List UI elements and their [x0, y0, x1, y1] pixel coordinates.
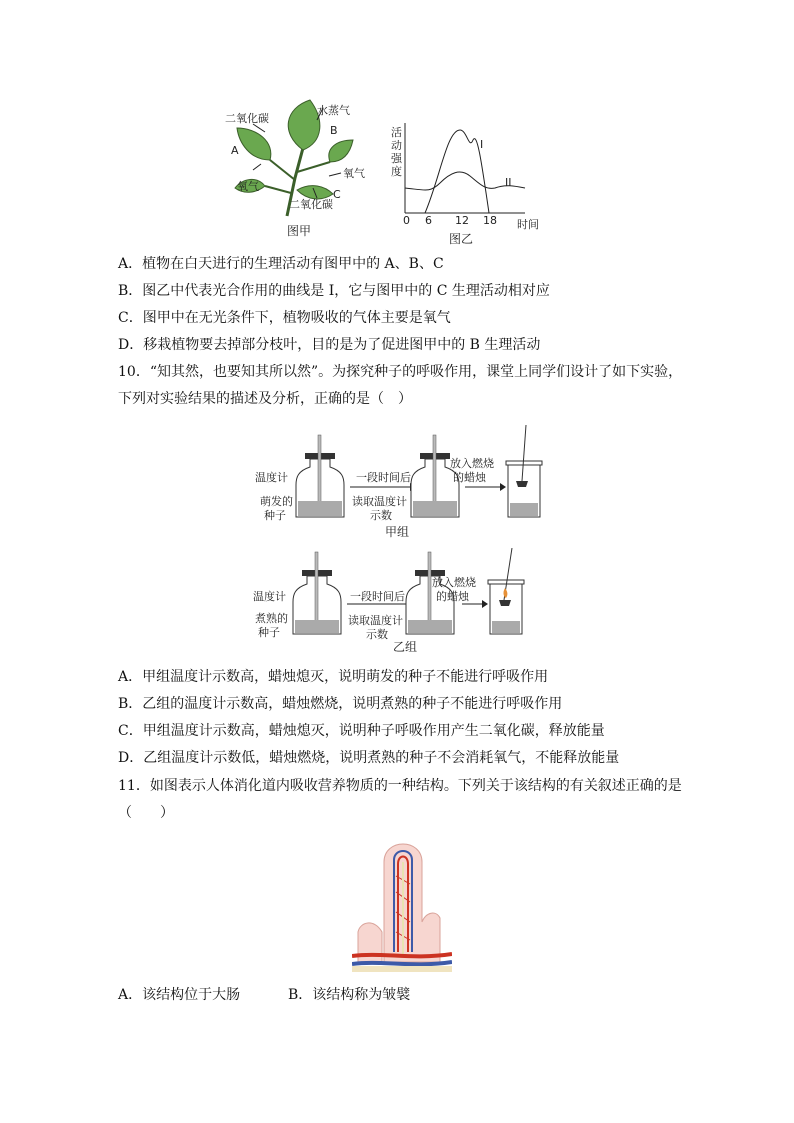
label-water-vapor: 水蒸气 — [317, 104, 350, 117]
curve-label-i: I — [480, 138, 484, 151]
jia-thermometer-label: 温度计 — [255, 471, 288, 484]
tick-18: 18 — [483, 214, 497, 227]
label-co2-bottom: 二氧化碳 — [289, 198, 333, 211]
q9-option-d: D．移栽植物要去掉部分枝叶，目的是为了促进图甲中的 B 生理活动 — [118, 337, 541, 353]
figure-curve-graph — [385, 118, 545, 246]
yi-seed-label-1: 煮熟的 — [255, 612, 288, 625]
yi-arrow2-top-2: 的蜡烛 — [436, 590, 469, 603]
x-axis-label: 时间 — [517, 218, 539, 231]
yi-arrow2-top-1: 放入燃烧 — [432, 576, 476, 589]
jia-arrow1-top: 一段时间后 — [356, 471, 411, 484]
q9-option-c: C．图甲中在无光条件下，植物吸收的气体主要是氧气 — [118, 310, 451, 326]
q11-option-b: B．该结构称为皱襞 — [288, 987, 411, 1003]
q10-option-b: B．乙组的温度计示数高，蜡烛燃烧，说明煮熟的种子不能进行呼吸作用 — [118, 696, 563, 712]
label-oxygen-right: 氧气 — [343, 167, 365, 180]
q10-option-c: C．甲组温度计示数高，蜡烛熄灭，说明种子呼吸作用产生二氧化碳，释放能量 — [118, 723, 605, 739]
jia-seed-label-2: 种子 — [264, 509, 286, 522]
experiment-group-jia — [250, 425, 550, 540]
jia-arrow2-top-2: 的蜡烛 — [453, 471, 486, 484]
experiment-group-yi — [250, 548, 550, 658]
label-oxygen-left: 氧气 — [237, 180, 259, 193]
jia-seed-label-1: 萌发的 — [260, 495, 293, 508]
yi-arrow1-top: 一段时间后 — [350, 590, 405, 603]
yi-seed-label-2: 种子 — [258, 626, 280, 639]
curve-label-ii: II — [505, 176, 512, 189]
curve-graph-svg — [385, 118, 545, 228]
figure-a-caption: 图甲 — [287, 224, 312, 238]
group-jia-caption: 甲组 — [385, 525, 410, 539]
q9-option-b: B．图乙中代表光合作用的曲线是 I，它与图甲中的 C 生理活动相对应 — [118, 283, 550, 299]
villus-illustration — [352, 832, 452, 972]
figure-leaf-diagram — [225, 98, 375, 238]
q11-stem-line-2: （ ） — [118, 805, 174, 821]
yi-arrow1-bottom-1: 读取温度计 — [348, 614, 403, 627]
q11-option-a: A．该结构位于大肠 — [118, 987, 241, 1003]
q9-option-a: A．植物在白天进行的生理活动有图甲中的 A、B、C — [118, 256, 444, 272]
tick-12: 12 — [455, 214, 469, 227]
label-a: A — [231, 144, 239, 157]
y-axis-label: 活动强度 — [391, 126, 402, 178]
q10-option-a: A．甲组温度计示数高，蜡烛熄灭，说明萌发的种子不能进行呼吸作用 — [118, 669, 549, 685]
q10-stem-line-2: 下列对实验结果的描述及分析，正确的是（ ） — [118, 391, 412, 407]
group-yi-caption: 乙组 — [393, 640, 418, 654]
figure-b-caption: 图乙 — [449, 232, 474, 246]
jia-arrow2-top-1: 放入燃烧 — [450, 457, 494, 470]
q10-stem-line-1: 10．“知其然，也要知其所以然”。为探究种子的呼吸作用，课堂上同学们设计了如下实验， — [118, 364, 683, 380]
q11-stem-line-1: 11．如图表示人体消化道内吸收营养物质的一种结构。下列关于该结构的有关叙述正确的是 — [118, 778, 682, 794]
tick-6: 6 — [425, 214, 432, 227]
label-b: B — [330, 124, 338, 137]
yi-arrow1-bottom-2: 示数 — [366, 628, 388, 641]
label-c: C — [333, 188, 341, 201]
tick-0: 0 — [403, 214, 410, 227]
jia-arrow1-bottom-1: 读取温度计 — [352, 495, 407, 508]
villus-drawing — [352, 832, 452, 972]
yi-thermometer-label: 温度计 — [253, 590, 286, 603]
label-co2-top: 二氧化碳 — [225, 112, 269, 125]
jia-arrow1-bottom-2: 示数 — [370, 509, 392, 522]
q10-option-d: D．乙组温度计示数低，蜡烛燃烧，说明煮熟的种子不会消耗氧气，不能释放能量 — [118, 750, 620, 766]
